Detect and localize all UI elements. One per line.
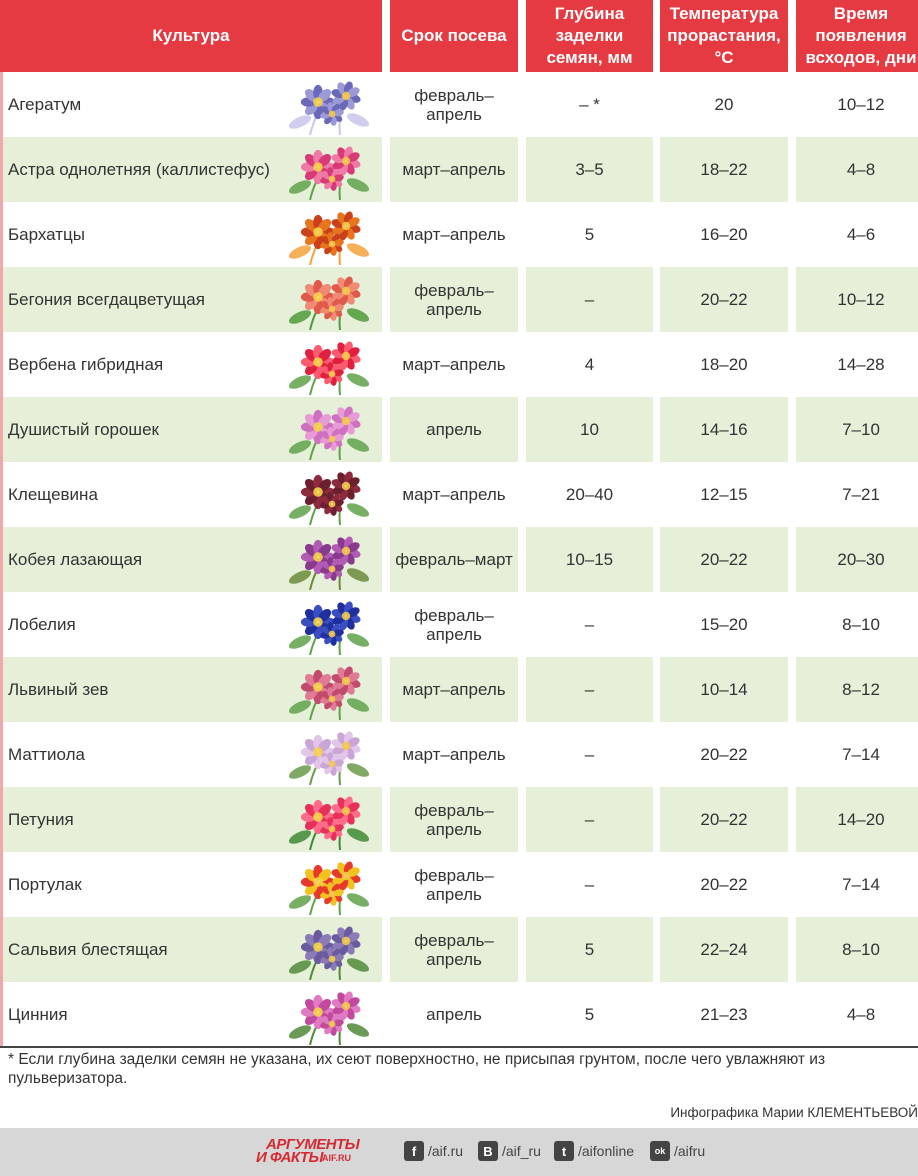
table-row [0, 137, 918, 202]
aif-logo[interactable] [256, 1136, 366, 1166]
header-culture: Культура [0, 0, 382, 72]
table-row [0, 397, 918, 462]
snapdragon-flower-illustration [270, 659, 380, 720]
sowing-period-cell: апрель [390, 982, 518, 1047]
culture-name: Душистый горошек [8, 420, 159, 439]
emergence-days-cell: 8–10 [796, 592, 918, 657]
social-twitter[interactable] [554, 1141, 634, 1161]
table-row [0, 332, 918, 397]
culture-cell [0, 917, 382, 982]
header-seed-depth: Глубина заделки семян, мм [526, 0, 653, 72]
logo-domain: AIF.RU [322, 1153, 351, 1163]
sowing-period-cell: апрель [390, 397, 518, 462]
culture-name: Петуния [8, 810, 74, 829]
emergence-days-cell: 8–12 [796, 657, 918, 722]
culture-name: Агератум [8, 95, 82, 114]
culture-cell [0, 202, 382, 267]
table-row [0, 72, 918, 137]
emergence-days-cell: 7–10 [796, 397, 918, 462]
culture-cell [0, 722, 382, 787]
germination-temp-cell: 20–22 [660, 787, 788, 852]
culture-cell [0, 592, 382, 657]
salvia-flower-illustration [270, 919, 380, 980]
header-sowing-period: Срок посева [390, 0, 518, 72]
culture-cell [0, 397, 382, 462]
culture-cell [0, 787, 382, 852]
culture-name: Клещевина [8, 485, 98, 504]
sowing-period-cell: март–апрель [390, 462, 518, 527]
vk-icon: B [478, 1141, 498, 1161]
culture-name: Маттиола [8, 745, 85, 764]
seed-depth-cell: 10 [526, 397, 653, 462]
emergence-days-cell: 8–10 [796, 917, 918, 982]
table-row [0, 267, 918, 332]
ageratum-flower-illustration [270, 74, 380, 135]
culture-name: Цинния [8, 1005, 68, 1024]
footnote: * Если глубина заделки семян не указана, их сеют поверхностно, не присыпая грунтом, после чего увлажняют из пульверизатора. [8, 1051, 826, 1087]
pea-flower-illustration [270, 399, 380, 460]
sowing-period-cell: февраль– апрель [390, 72, 518, 137]
germination-temp-cell: 18–20 [660, 332, 788, 397]
header-emergence-days: Время появления всходов, дни [796, 0, 918, 72]
germination-temp-cell: 12–15 [660, 462, 788, 527]
emergence-days-cell: 14–20 [796, 787, 918, 852]
germination-temp-cell: 15–20 [660, 592, 788, 657]
sowing-period-cell: февраль– апрель [390, 267, 518, 332]
culture-cell [0, 982, 382, 1047]
table-row [0, 917, 918, 982]
culture-cell [0, 267, 382, 332]
seed-depth-cell: – [526, 267, 653, 332]
germination-temp-cell: 16–20 [660, 202, 788, 267]
seed-depth-cell: 5 [526, 917, 653, 982]
table-row [0, 657, 918, 722]
social-vk-text: /aif_ru [502, 1143, 541, 1159]
culture-name: Бегония всегдацветущая [8, 290, 205, 309]
seed-depth-cell: 10–15 [526, 527, 653, 592]
facebook-icon: f [404, 1141, 424, 1161]
germination-temp-cell: 20–22 [660, 527, 788, 592]
sowing-period-cell: март–апрель [390, 202, 518, 267]
culture-cell [0, 527, 382, 592]
culture-name: Портулак [8, 875, 82, 894]
petunia-flower-illustration [270, 789, 380, 850]
table-row [0, 592, 918, 657]
culture-cell [0, 852, 382, 917]
germination-temp-cell: 20–22 [660, 852, 788, 917]
aster-flower-illustration [270, 139, 380, 200]
seed-depth-cell: 5 [526, 982, 653, 1047]
social-odnoklassniki[interactable] [650, 1141, 705, 1161]
seed-depth-cell: – [526, 852, 653, 917]
culture-cell [0, 137, 382, 202]
verbena-flower-illustration [270, 334, 380, 395]
germination-temp-cell: 20 [660, 72, 788, 137]
germination-temp-cell: 18–22 [660, 137, 788, 202]
seed-depth-cell: 3–5 [526, 137, 653, 202]
germination-temp-cell: 10–14 [660, 657, 788, 722]
germination-temp-cell: 22–24 [660, 917, 788, 982]
cobaea-flower-illustration [270, 529, 380, 590]
emergence-days-cell: 20–30 [796, 527, 918, 592]
emergence-days-cell: 14–28 [796, 332, 918, 397]
sowing-period-cell: февраль– апрель [390, 592, 518, 657]
germination-temp-cell: 21–23 [660, 982, 788, 1047]
emergence-days-cell: 10–12 [796, 72, 918, 137]
emergence-days-cell: 7–21 [796, 462, 918, 527]
seed-depth-cell: – * [526, 72, 653, 137]
sowing-period-cell: февраль– апрель [390, 852, 518, 917]
odnoklassniki-icon: ok [650, 1141, 670, 1161]
logo-line-1: АРГУМЕНТЫ [266, 1136, 360, 1153]
culture-cell [0, 657, 382, 722]
social-odnoklassniki-text: /aifru [674, 1143, 706, 1159]
culture-name: Лобелия [8, 615, 76, 634]
sowing-period-cell: март–апрель [390, 332, 518, 397]
culture-name: Вербена гибридная [8, 355, 164, 374]
credit: Инфографика Марии КЛЕМЕНТЬЕВОЙ [670, 1105, 918, 1120]
portulaca-flower-illustration [270, 854, 380, 915]
sowing-period-cell: февраль– апрель [390, 787, 518, 852]
seed-depth-cell: – [526, 722, 653, 787]
culture-name: Львиный зев [8, 680, 109, 699]
sowing-period-cell: февраль–март [390, 527, 518, 592]
twitter-icon: t [554, 1141, 574, 1161]
culture-name: Астра однолетняя (каллистефус) [8, 160, 270, 179]
table-row [0, 202, 918, 267]
social-vk[interactable] [478, 1141, 541, 1161]
table-row [0, 852, 918, 917]
culture-cell [0, 72, 382, 137]
table-row [0, 527, 918, 592]
sowing-period-cell: март–апрель [390, 137, 518, 202]
table-row [0, 462, 918, 527]
sowing-period-cell: март–апрель [390, 722, 518, 787]
seed-depth-cell: 4 [526, 332, 653, 397]
footer-divider [0, 1046, 918, 1048]
matthiola-flower-illustration [270, 724, 380, 785]
sowing-period-cell: февраль– апрель [390, 917, 518, 982]
table-row [0, 787, 918, 852]
culture-name: Сальвия блестящая [8, 940, 168, 959]
seed-depth-cell: 20–40 [526, 462, 653, 527]
header-germination-temp: Температура прорастания, °С [660, 0, 788, 72]
social-facebook-text: /aif.ru [428, 1143, 464, 1159]
emergence-days-cell: 4–8 [796, 137, 918, 202]
sowing-period-cell: март–апрель [390, 657, 518, 722]
culture-cell [0, 332, 382, 397]
seed-depth-cell: – [526, 592, 653, 657]
emergence-days-cell: 4–8 [796, 982, 918, 1047]
culture-name: Бархатцы [8, 225, 86, 244]
lobelia-flower-illustration [270, 594, 380, 655]
emergence-days-cell: 4–6 [796, 202, 918, 267]
germination-temp-cell: 20–22 [660, 722, 788, 787]
marigold-flower-illustration [270, 204, 380, 265]
emergence-days-cell: 10–12 [796, 267, 918, 332]
zinnia-flower-illustration [270, 984, 380, 1045]
culture-name: Кобея лазающая [8, 550, 143, 569]
seed-depth-cell: 5 [526, 202, 653, 267]
table-row [0, 722, 918, 787]
emergence-days-cell: 7–14 [796, 852, 918, 917]
culture-cell [0, 462, 382, 527]
seed-depth-cell: – [526, 787, 653, 852]
social-facebook[interactable] [404, 1141, 463, 1161]
table-row [0, 982, 918, 1047]
social-twitter-text: /aifonline [578, 1143, 635, 1159]
germination-temp-cell: 14–16 [660, 397, 788, 462]
germination-temp-cell: 20–22 [660, 267, 788, 332]
begonia-flower-illustration [270, 269, 380, 330]
emergence-days-cell: 7–14 [796, 722, 918, 787]
castor-flower-illustration [270, 464, 380, 525]
seed-depth-cell: – [526, 657, 653, 722]
logo-line-2: И ФАКТЫ [256, 1149, 323, 1166]
